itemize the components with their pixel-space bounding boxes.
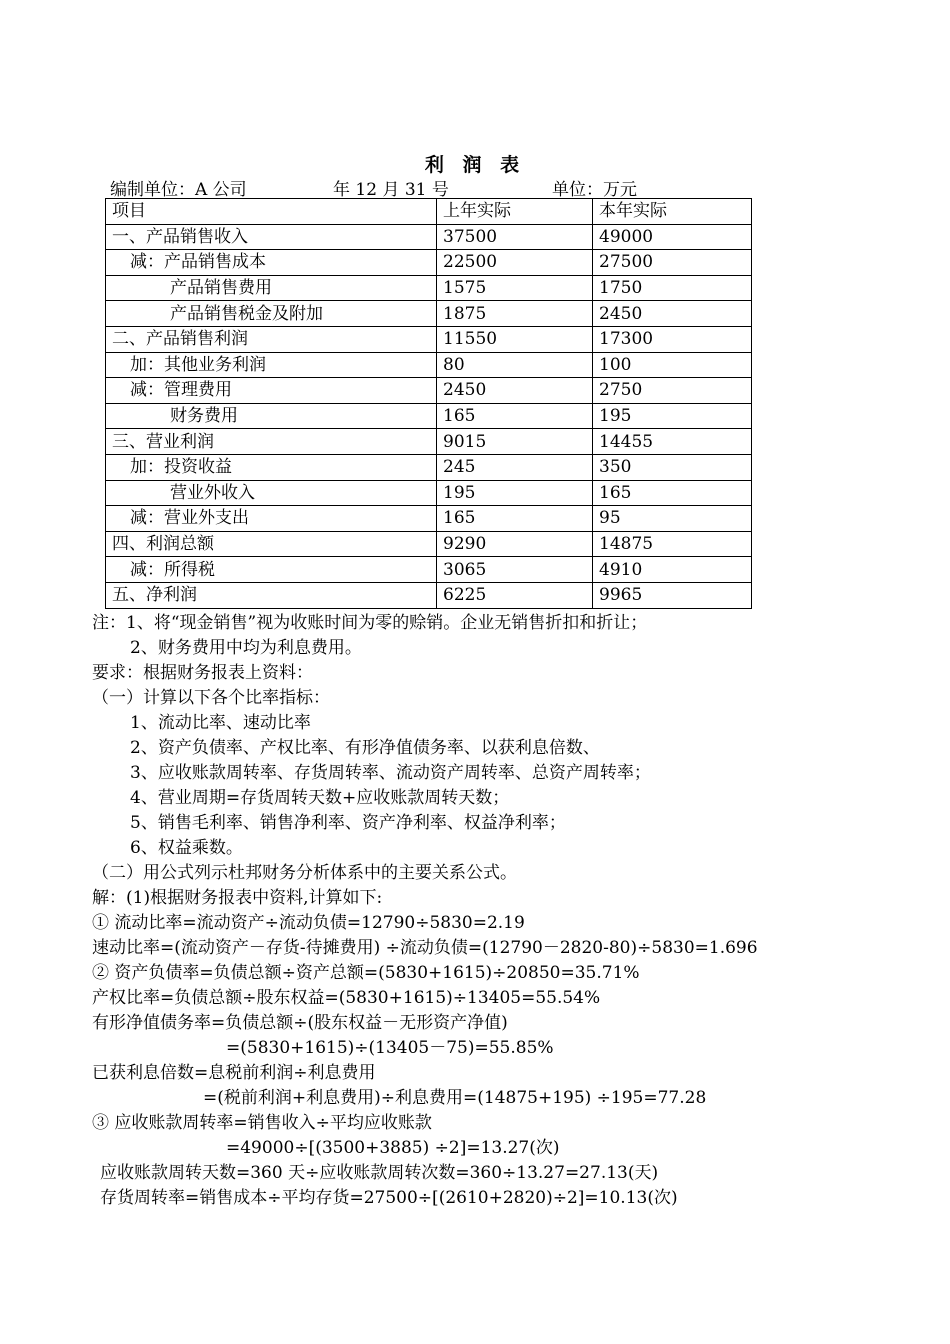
table-row bbox=[106, 557, 752, 583]
row-prev: 1875 bbox=[437, 301, 593, 327]
table-row bbox=[106, 531, 752, 557]
row-prev: 11550 bbox=[437, 326, 593, 352]
row-item: 二、产品销售利润 bbox=[106, 326, 437, 352]
row-curr: 100 bbox=[593, 352, 752, 378]
row-item: 加：投资收益 bbox=[106, 454, 437, 480]
header-prev-year: 上年实际 bbox=[437, 199, 593, 225]
row-curr: 4910 bbox=[593, 557, 752, 583]
row-prev: 3065 bbox=[437, 557, 593, 583]
requirement-item-1: 1、流动比率、速动比率 bbox=[130, 713, 311, 733]
table-row bbox=[106, 250, 752, 276]
row-curr: 165 bbox=[593, 480, 752, 506]
row-curr: 2750 bbox=[593, 378, 752, 404]
row-curr: 9965 bbox=[593, 582, 752, 608]
receivables-turnover-line: ③ 应收账款周转率=销售收入÷平均应收账款 bbox=[92, 1113, 432, 1133]
row-item: 四、利润总额 bbox=[106, 531, 437, 557]
table-row bbox=[106, 275, 752, 301]
row-curr: 14455 bbox=[593, 429, 752, 455]
table-row bbox=[106, 582, 752, 608]
row-curr: 1750 bbox=[593, 275, 752, 301]
row-item: 减：产品销售成本 bbox=[106, 250, 437, 276]
row-prev: 165 bbox=[437, 403, 593, 429]
row-curr: 350 bbox=[593, 454, 752, 480]
currency-unit: 单位：万元 bbox=[552, 180, 637, 200]
table-row bbox=[106, 506, 752, 532]
requirement-item-4: 4、营业周期=存货周转天数+应收账款周转天数； bbox=[130, 788, 510, 808]
requirement-part-1: （一）计算以下各个比率指标： bbox=[92, 688, 330, 708]
table-row bbox=[106, 429, 752, 455]
current-ratio-line: ① 流动比率=流动资产÷流动负债=12790÷5830=2.19 bbox=[92, 913, 525, 933]
interest-coverage-calc: =(税前利润+利息费用)÷利息费用=(14875+195) ÷195=77.28 bbox=[203, 1088, 707, 1108]
row-item: 五、净利润 bbox=[106, 582, 437, 608]
row-prev: 245 bbox=[437, 454, 593, 480]
table-row bbox=[106, 403, 752, 429]
row-curr: 2450 bbox=[593, 301, 752, 327]
row-item: 营业外收入 bbox=[106, 480, 437, 506]
requirement-item-6: 6、权益乘数。 bbox=[130, 838, 243, 858]
equity-ratio-line: 产权比率=负债总额÷股东权益=(5830+1615)÷13405=55.54% bbox=[92, 988, 601, 1008]
row-item: 三、营业利润 bbox=[106, 429, 437, 455]
note-line-2: 2、财务费用中均为利息费用。 bbox=[130, 638, 362, 658]
row-prev: 165 bbox=[437, 506, 593, 532]
profit-table bbox=[105, 198, 752, 609]
row-curr: 95 bbox=[593, 506, 752, 532]
row-item: 产品销售费用 bbox=[106, 275, 437, 301]
requirement-item-3: 3、应收账款周转率、存货周转率、流动资产周转率、总资产周转率； bbox=[130, 763, 651, 783]
header-item: 项目 bbox=[106, 199, 437, 225]
row-curr: 17300 bbox=[593, 326, 752, 352]
table-row bbox=[106, 301, 752, 327]
table-header-row bbox=[106, 199, 752, 225]
row-prev: 195 bbox=[437, 480, 593, 506]
row-item: 加：其他业务利润 bbox=[106, 352, 437, 378]
table-row bbox=[106, 326, 752, 352]
page-title: 利 润 表 bbox=[424, 154, 526, 176]
row-prev: 37500 bbox=[437, 224, 593, 250]
table-row bbox=[106, 454, 752, 480]
interest-coverage-line: 已获利息倍数=息税前利润÷利息费用 bbox=[92, 1063, 376, 1083]
row-prev: 6225 bbox=[437, 582, 593, 608]
requirement-heading: 要求：根据财务报表上资料： bbox=[92, 663, 313, 683]
row-prev: 2450 bbox=[437, 378, 593, 404]
table-row bbox=[106, 378, 752, 404]
row-item: 一、产品销售收入 bbox=[106, 224, 437, 250]
row-item: 减：所得税 bbox=[106, 557, 437, 583]
row-prev: 22500 bbox=[437, 250, 593, 276]
row-prev: 9290 bbox=[437, 531, 593, 557]
inventory-turnover-line: 存货周转率=销售成本÷平均存货=27500÷[(2610+2820)÷2]=10.13(次) bbox=[100, 1188, 678, 1208]
report-date: 年 12 月 31 号 bbox=[333, 180, 449, 200]
row-item: 减：营业外支出 bbox=[106, 506, 437, 532]
row-curr: 195 bbox=[593, 403, 752, 429]
debt-ratio-line: ② 资产负债率=负债总额÷资产总额=(5830+1615)÷20850=35.71% bbox=[92, 963, 640, 983]
table-row bbox=[106, 352, 752, 378]
quick-ratio-line: 速动比率=(流动资产－存货-待摊费用) ÷流动负债=(12790－2820-80)÷5830=1.696 bbox=[92, 938, 758, 958]
row-prev: 9015 bbox=[437, 429, 593, 455]
header-curr-year: 本年实际 bbox=[593, 199, 752, 225]
row-item: 减：管理费用 bbox=[106, 378, 437, 404]
requirement-item-2: 2、资产负债率、产权比率、有形净值债务率、以获利息倍数、 bbox=[130, 738, 600, 758]
receivables-turnover-calc: =49000÷[(3500+3885) ÷2]=13.27(次) bbox=[226, 1138, 560, 1158]
requirement-item-5: 5、销售毛利率、销售净利率、资产净利率、权益净利率； bbox=[130, 813, 566, 833]
receivables-days-line: 应收账款周转天数=360 天÷应收账款周转次数=360÷13.27=27.13(天) bbox=[100, 1163, 659, 1183]
row-item: 产品销售税金及附加 bbox=[106, 301, 437, 327]
solution-heading: 解：(1)根据财务报表中资料,计算如下: bbox=[92, 888, 383, 908]
requirement-part-2: （二）用公式列示杜邦财务分析体系中的主要关系公式。 bbox=[92, 863, 517, 883]
row-prev: 1575 bbox=[437, 275, 593, 301]
row-item: 财务费用 bbox=[106, 403, 437, 429]
tangible-debt-ratio-calc: =(5830+1615)÷(13405－75)=55.85% bbox=[226, 1038, 554, 1058]
compiler-unit: 编制单位：A 公司 bbox=[110, 180, 247, 200]
table-row bbox=[106, 224, 752, 250]
tangible-debt-ratio-line: 有形净值债务率=负债总额÷(股东权益－无形资产净值) bbox=[92, 1013, 508, 1033]
row-curr: 14875 bbox=[593, 531, 752, 557]
row-prev: 80 bbox=[437, 352, 593, 378]
row-curr: 49000 bbox=[593, 224, 752, 250]
note-line-1: 注：1、将“现金销售”视为收账时间为零的赊销。企业无销售折扣和折让； bbox=[92, 613, 648, 633]
row-curr: 27500 bbox=[593, 250, 752, 276]
table-row bbox=[106, 480, 752, 506]
